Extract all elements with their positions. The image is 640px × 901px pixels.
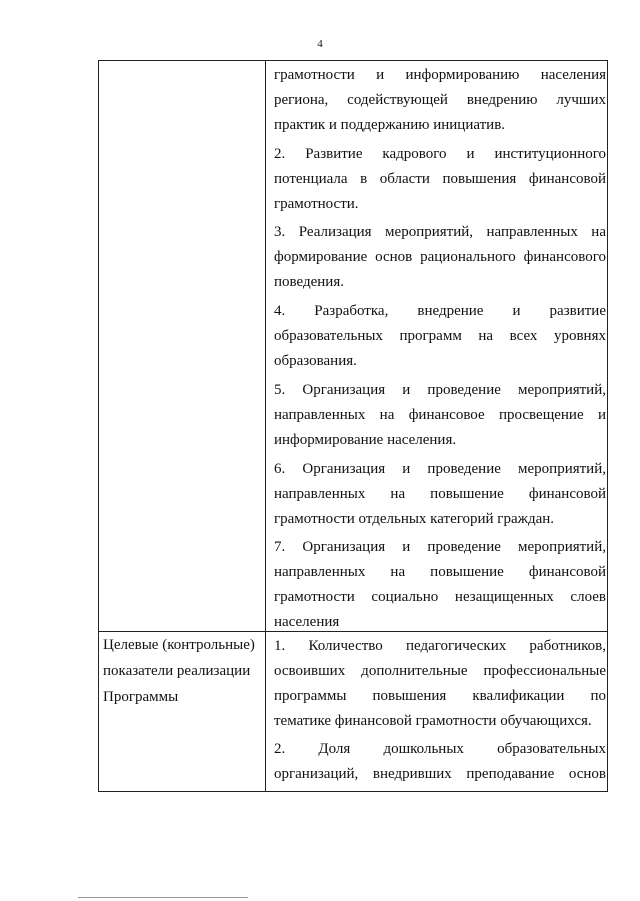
paragraph-1 [274,63,606,138]
paragraph-4 [274,299,606,374]
text-line: образовательных программ на всех уровнях [274,328,606,344]
text-line: программы повышения квалификации по [274,688,606,704]
text-line: направленных на повышение финансовой [274,486,606,502]
text-line: грамотности. [274,196,359,212]
row-label-line: Программы [103,689,179,705]
upper-right-cell [274,63,606,635]
text-line: 1. Количество педагогических работников, [274,638,606,654]
text-line: поведения. [274,274,344,290]
indicator-2 [274,737,606,787]
text-line: грамотности отдельных категорий граждан. [274,511,555,527]
text-line: практик и поддержанию инициатив. [274,117,506,133]
page-number: 4 [317,38,323,50]
text-line: направленных на повышение финансовой [274,564,606,580]
text-line: информирование населения. [274,432,457,448]
text-line: направленных на финансовое просвещение и [274,407,606,423]
table-border-bottom [98,791,608,792]
paragraph-3 [274,220,606,295]
text-line: грамотности и информированию населения [274,67,606,83]
text-line: населения [274,614,340,630]
paragraph-6 [274,457,606,532]
text-line: 4. Разработка, внедрение и развитие [274,303,606,319]
text-line: организаций, внедривших преподавание основ [274,766,606,782]
text-line: 3. Реализация мероприятий, направленных на [274,224,606,240]
table-border-left [98,60,99,792]
table-border-right [607,60,608,792]
text-line: 5. Организация и проведение мероприятий, [274,382,606,398]
text-line: формирование основ рационального финансового [274,249,606,265]
paragraph-7 [274,535,606,635]
text-line: региона, содействующей внедрению лучших [274,92,606,108]
text-line: потенциала в области повышения финансовой [274,171,606,187]
text-line: 6. Организация и проведение мероприятий, [274,461,606,477]
text-line: освоивших дополнительные профессиональные [274,663,606,679]
text-line: тематике финансовой грамотности обучающихся. [274,713,592,729]
table-column-divider [265,60,266,792]
scan-edge-rule [78,897,248,898]
paragraph-2 [274,142,606,217]
indicator-1 [274,634,606,734]
row-label-line: показатели реализации [103,663,251,679]
text-line: 2. Развитие кадрового и институционного [274,146,606,162]
row-label-line: Целевые (контрольные) [103,637,255,653]
lower-left-cell [103,632,263,710]
text-line: образования. [274,353,357,369]
table-border-top [98,60,608,61]
paragraph-5 [274,378,606,453]
text-line: грамотности социально незащищенных слоев [274,589,606,605]
text-line: 7. Организация и проведение мероприятий, [274,539,606,555]
lower-right-cell [274,634,606,787]
text-line: 2. Доля дошкольных образовательных [274,741,606,757]
